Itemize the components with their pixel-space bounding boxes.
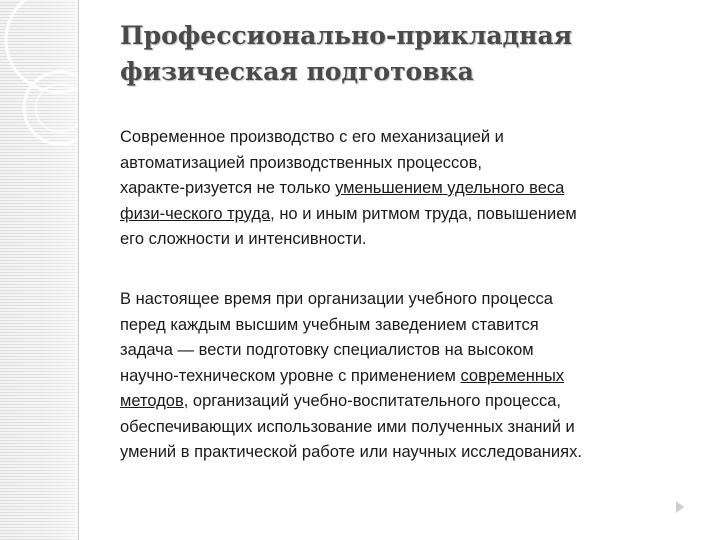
paragraph-line	[120, 364, 695, 390]
paragraph-line	[120, 176, 695, 202]
slide-title-line-1: Профессионально-прикладная	[120, 21, 573, 50]
paragraph-education	[120, 287, 695, 466]
text-segment: , но и иным ритмом труда, повышением	[270, 204, 577, 223]
paragraph-line: Современное производство с его механизацией и	[120, 128, 504, 146]
hyperlink-modern-methods-2[interactable]: методов	[120, 392, 184, 410]
paragraph-line: его сложности и интенсивности.	[120, 230, 367, 248]
hyperlink-modern-methods-1[interactable]: современных	[460, 366, 565, 385]
paragraph-line	[120, 202, 695, 228]
paragraph-line	[120, 389, 695, 415]
paragraph-line: задача — вести подготовку специалистов на высоком	[120, 341, 534, 359]
decorative-side-panel	[0, 0, 78, 540]
hyperlink-physical-labor[interactable]: физи-ческого труда	[120, 204, 271, 223]
slide-title-line-2: физическая подготовка	[120, 57, 474, 86]
text-segment: , организаций учебно-воспитательного процесса,	[183, 392, 561, 410]
paragraph-production	[120, 125, 695, 253]
slide-corner-arrow-icon	[676, 501, 684, 513]
paragraph-line: автоматизацией производственных процессов,	[120, 153, 482, 172]
paragraph-line: умений в практической работе или научных исследованиях.	[120, 443, 582, 461]
text-segment: характе-ризуется не только	[120, 179, 336, 197]
paragraph-line: перед каждым высшим учебным заведением ставится	[120, 315, 539, 334]
panel-divider	[78, 0, 81, 540]
paragraph-line: В настоящее время при организации учебного процесса	[120, 290, 553, 308]
text-segment: научно-техническом уровне с применением	[120, 366, 461, 385]
slide-title	[120, 18, 680, 90]
paragraph-line: обеспечивающих использование ими полученных знаний и	[120, 417, 575, 436]
hyperlink-work-weight[interactable]: уменьшением удельного веса	[335, 179, 565, 197]
